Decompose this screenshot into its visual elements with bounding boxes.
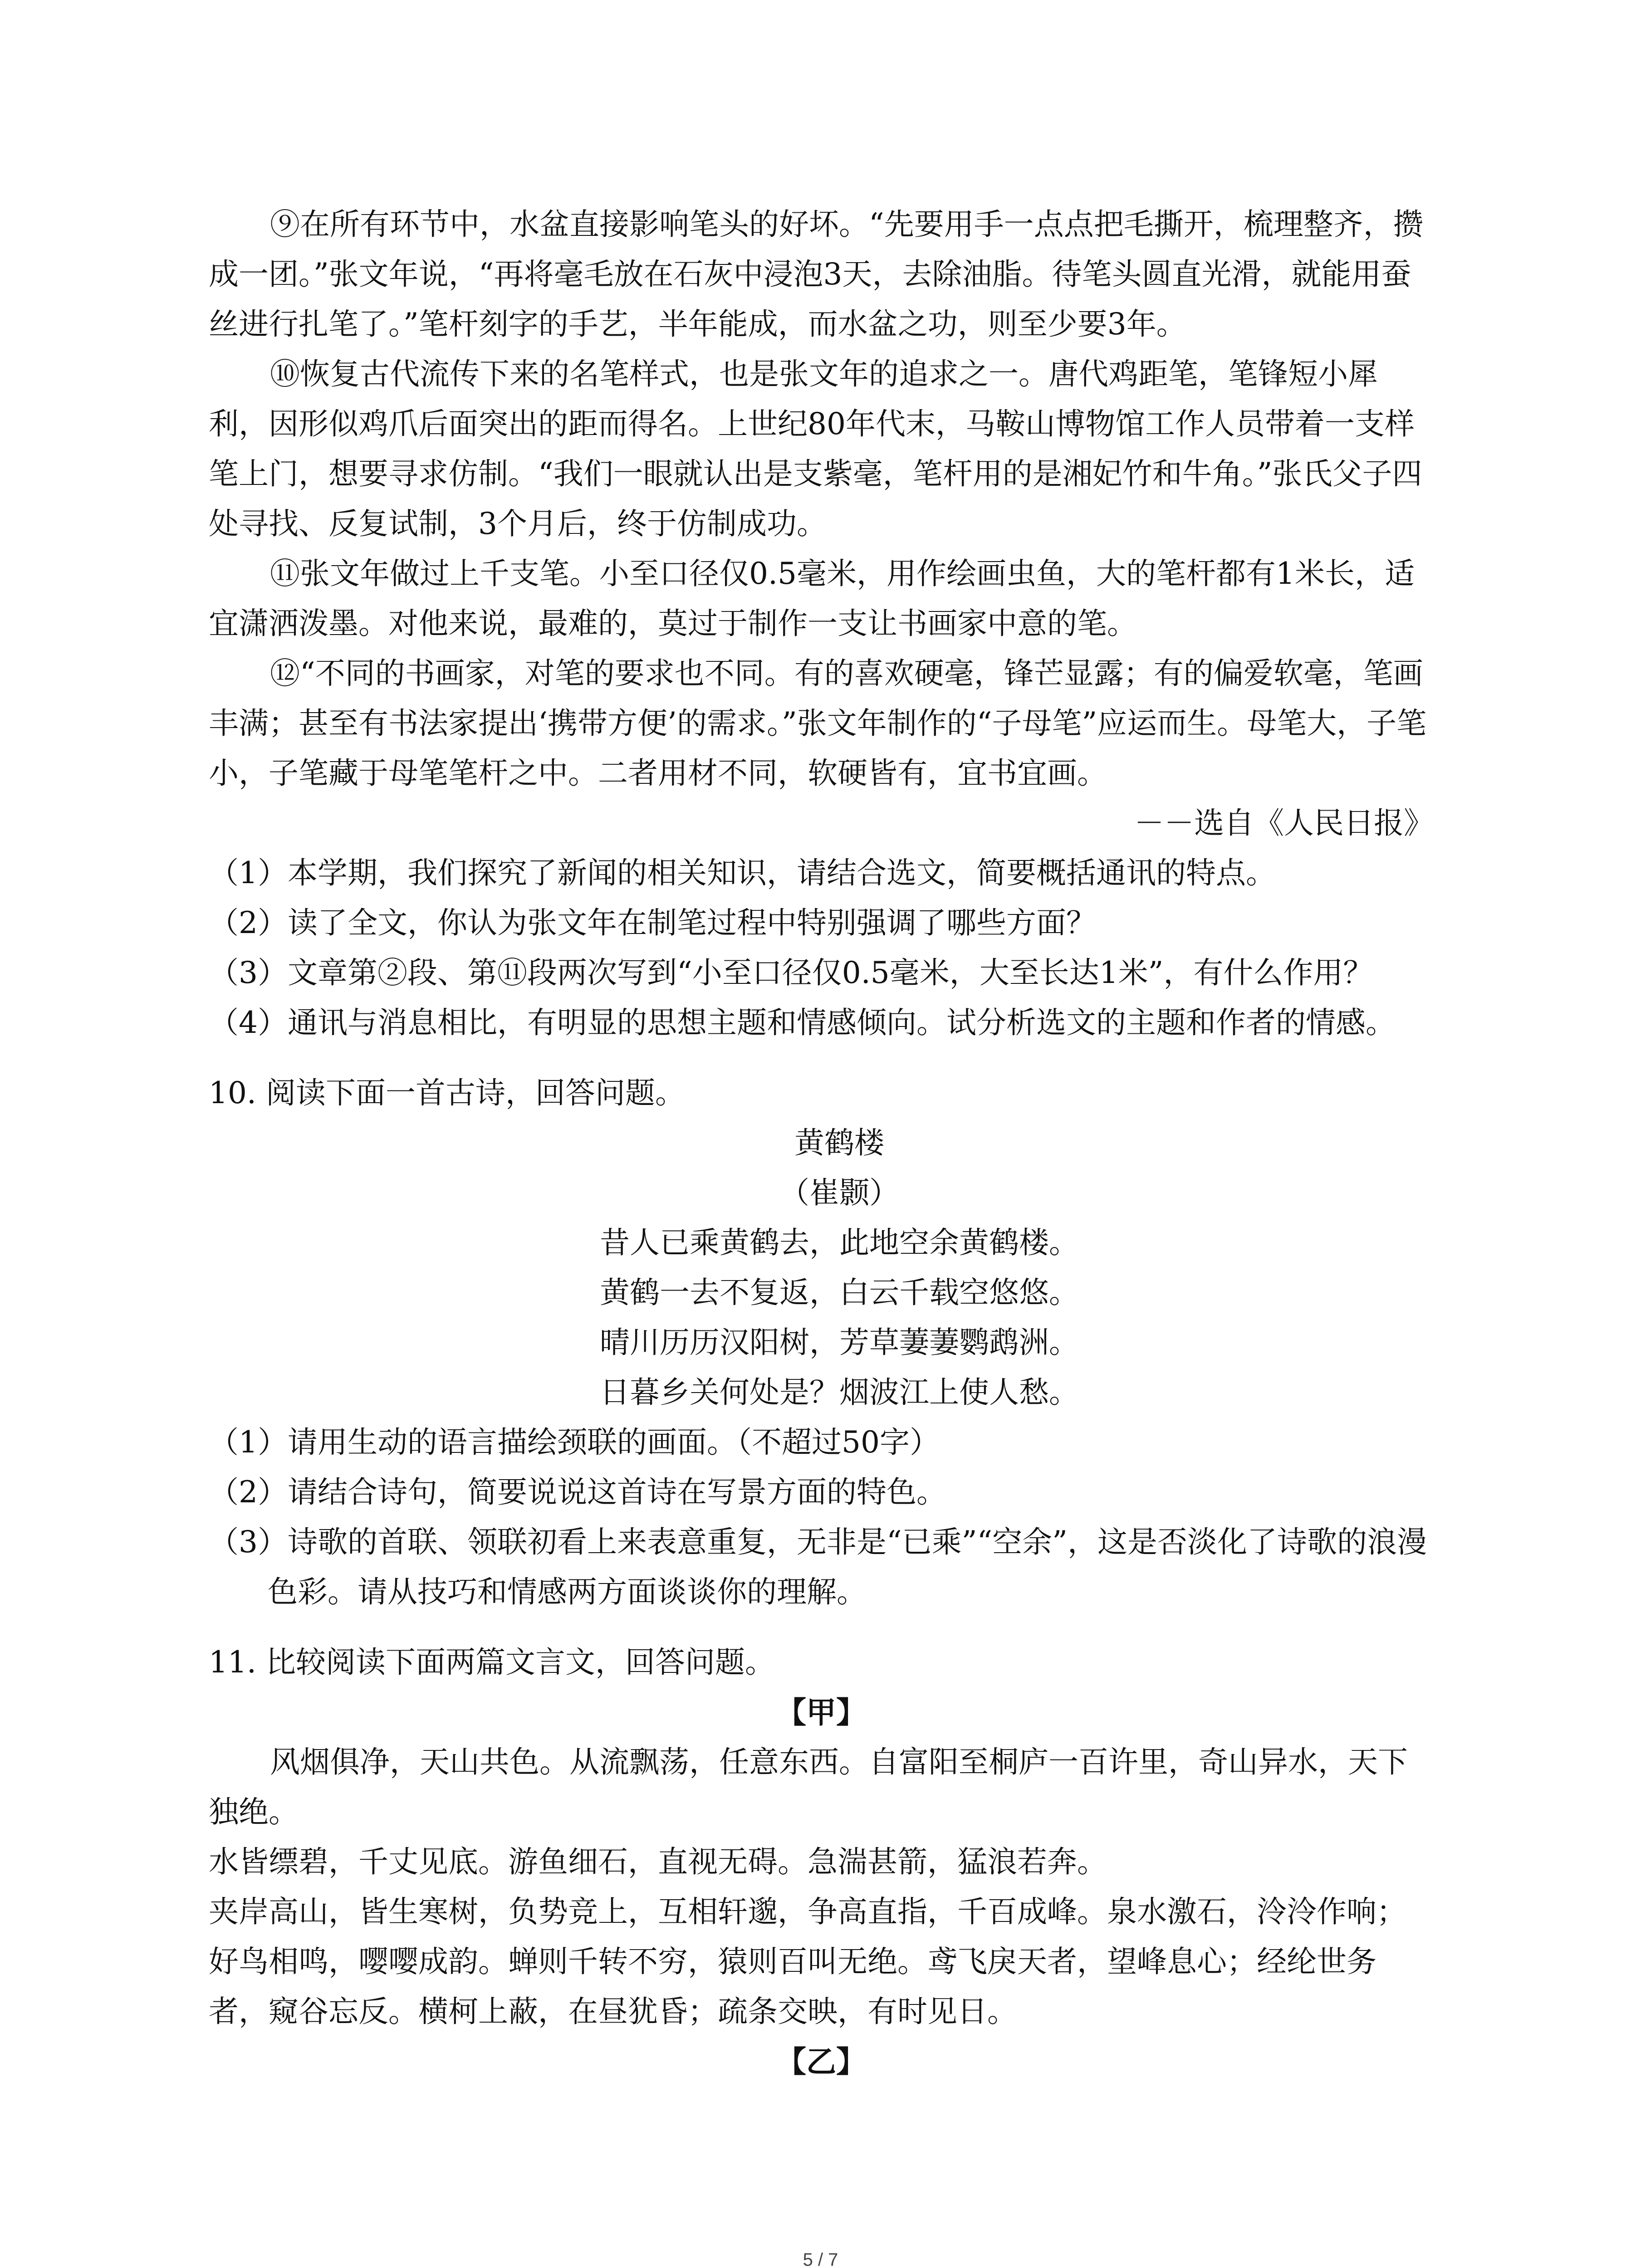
page-number: 5 / 7 <box>803 2250 838 2268</box>
page-content <box>209 200 1434 2087</box>
q10-subquestion-2: （2）请结合诗句，简要说说这首诗在写景方面的特色。 <box>209 1475 946 1510</box>
q10-subquestion-1: （1）请用生动的语言描绘颈联的画面。（不超过50字） <box>209 1425 940 1460</box>
passage-label-yi: 【乙】 <box>776 2044 866 2079</box>
poem-author: （崔颢） <box>779 1175 899 1210</box>
article-paragraph-9: ⑨在所有环节中，水盆直接影响笔头的好坏。“先要用手一点点把毛撕开，梳理整齐，攒成一团。”张文年说，“再将毫毛放在石灰中浸泡3天，去除油脂。待笔头圆直光滑，就能用蚕丝进行扎笔了。”笔杆刻字的手艺，半年能成，而水盆之功，则至少要3年。 <box>209 207 1423 342</box>
poem-line: 日暮乡关何处是？烟波江上使人愁。 <box>600 1375 1079 1410</box>
passage-label-jia: 【甲】 <box>776 1695 866 1730</box>
article-source: －－选自《人民日报》 <box>1134 806 1434 841</box>
q9-subquestion-3: （3）文章第②段、第⑪段两次写到“小至口径仅0.5毫米，大至长达1米”，有什么作用？ <box>209 955 1373 990</box>
q9-subquestion-2: （2）读了全文，你认为张文年在制笔过程中特别强调了哪些方面？ <box>209 905 1096 940</box>
q10-subquestion-3: （3）诗歌的首联、领联初看上来表意重复，无非是“已乘”“空余”，这是否淡化了诗歌的浪漫色彩。请从技巧和情感两方面谈谈你的理解。 <box>209 1525 1427 1609</box>
poem-line: 黄鹤一去不复返，白云千载空悠悠。 <box>600 1275 1079 1310</box>
jia-paragraph-3: 夹岸高山，皆生寒树，负势竞上，互相轩邈，争高直指，千百成峰。泉水激石，泠泠作响；好鸟相鸣，嘤嘤成韵。蝉则千转不穷，猿则百叫无绝。鸢飞戾天者，望峰息心；经纶世务者，窥谷忘反。横柯上蔽，在昼犹昏；疏条交映，有时见日。 <box>209 1894 1406 2029</box>
article-paragraph-10: ⑩恢复古代流传下来的名笔样式，也是张文年的追求之一。唐代鸡距笔，笔锋短小犀利，因形似鸡爪后面突出的距而得名。上世纪80年代末，马鞍山博物馆工作人员带着一支样笔上门，想要寻求仿制。“我们一眼就认出是支紫毫，笔杆用的是湘妃竹和牛角。”张氏父子四处寻找、反复试制，3个月后，终于仿制成功。 <box>209 357 1422 541</box>
poem-line: 晴川历历汉阳树，芳草萋萋鹦鹉洲。 <box>600 1325 1079 1360</box>
q10-heading: 10. 阅读下面一首古诗，回答问题。 <box>209 1075 685 1110</box>
article-paragraph-12: ⑫“不同的书画家，对笔的要求也不同。有的喜欢硬毫，锋芒显露；有的偏爱软毫，笔画丰满；甚至有书法家提出‘携带方便’的需求。”张文年制作的“子母笔”应运而生。母笔大，子笔小，子笔藏于母笔笔杆之中。二者用材不同，软硬皆有，宜书宜画。 <box>209 656 1427 791</box>
article-paragraph-11: ⑪张文年做过上千支笔。小至口径仅0.5毫米，用作绘画虫鱼，大的笔杆都有1米长，适宜潇洒泼墨。对他来说，最难的，莫过于制作一支让书画家中意的笔。 <box>209 556 1415 641</box>
q9-subquestion-1: （1）本学期，我们探究了新闻的相关知识，请结合选文，简要概括通讯的特点。 <box>209 855 1276 890</box>
poem-line: 昔人已乘黄鹤去，此地空余黄鹤楼。 <box>600 1225 1079 1260</box>
q11-heading: 11. 比较阅读下面两篇文言文，回答问题。 <box>209 1645 775 1680</box>
jia-paragraph-2: 水皆缥碧，千丈见底。游鱼细石，直视无碍。急湍甚箭，猛浪若奔。 <box>209 1844 1107 1879</box>
q9-subquestion-4: （4）通讯与消息相比，有明显的思想主题和情感倾向。试分析选文的主题和作者的情感。 <box>209 1005 1396 1040</box>
poem-title: 黄鹤楼 <box>794 1125 884 1160</box>
jia-paragraph-1: 风烟俱净，天山共色。从流飘荡，任意东西。自富阳至桐庐一百许里，奇山异水，天下独绝。 <box>209 1745 1408 1829</box>
